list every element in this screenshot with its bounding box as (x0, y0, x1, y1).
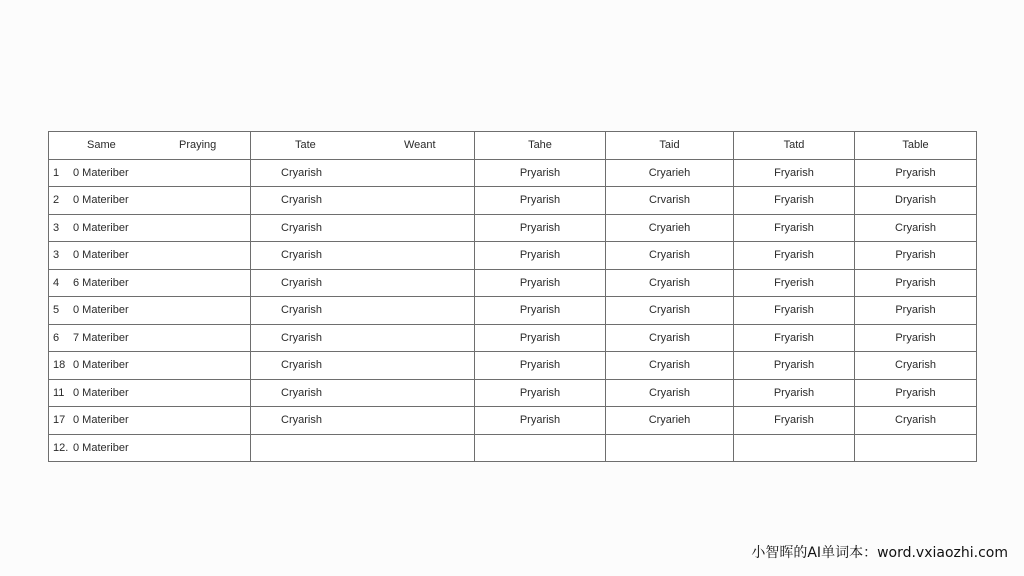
cell-col2 (251, 434, 475, 462)
cell-c6: Pryarish (855, 297, 977, 325)
table-row (49, 297, 977, 325)
cell-c3: Pryarish (475, 297, 606, 325)
cell-col2-value: Cryarish (281, 359, 322, 372)
row-label: 0 Materiber (73, 249, 129, 262)
cell-c6: Dryarish (855, 187, 977, 215)
cell-c6: Pryarish (855, 269, 977, 297)
header-tate: Tate (295, 139, 316, 152)
table-row (49, 242, 977, 270)
cell-c3: Pryarish (475, 324, 606, 352)
cell-col2 (251, 187, 475, 215)
row-label: 0 Materiber (73, 441, 129, 454)
data-table-container (48, 131, 976, 461)
table-row (49, 407, 977, 435)
cell-c5: Fryarish (734, 214, 855, 242)
header-weant: Weant (404, 139, 436, 152)
cell-c4: Cryarish (606, 324, 734, 352)
cell-c4: Cryarish (606, 242, 734, 270)
cell-c6: Pryarish (855, 242, 977, 270)
row-label: 6 Materiber (73, 276, 129, 289)
row-label: 0 Materiber (73, 386, 129, 399)
table-row (49, 214, 977, 242)
cell-c4: Cryarish (606, 379, 734, 407)
cell-col2 (251, 297, 475, 325)
cell-col2 (251, 214, 475, 242)
table-row (49, 352, 977, 380)
header-tahe: Tahe (475, 132, 606, 160)
row-number: 12. (53, 441, 69, 454)
cell-col2-value: Cryarish (281, 194, 322, 207)
row-label: 0 Materiber (73, 359, 129, 372)
cell-col2 (251, 407, 475, 435)
cell-col2-value: Cryarish (281, 249, 322, 262)
row-label-cell (49, 324, 251, 352)
cell-c3: Pryarish (475, 159, 606, 187)
row-label-cell (49, 379, 251, 407)
cell-c4: Cryarish (606, 269, 734, 297)
row-label: 7 Materiber (73, 331, 129, 344)
header-same: Same (87, 139, 116, 152)
cell-col2-value: Cryarish (281, 386, 322, 399)
cell-c4: Cryarish (606, 352, 734, 380)
table-header-row (49, 132, 977, 160)
cell-c5: Pryarish (734, 352, 855, 380)
cell-c3: Pryarish (475, 214, 606, 242)
row-label: 0 Materiber (73, 304, 129, 317)
row-number: 18 (53, 359, 66, 372)
row-label-cell (49, 159, 251, 187)
row-number: 3 (53, 249, 60, 262)
row-number: 4 (53, 276, 60, 289)
cell-c5: Fryarish (734, 324, 855, 352)
table-row (49, 187, 977, 215)
cell-c3: Pryarish (475, 407, 606, 435)
data-table (48, 131, 977, 462)
cell-c4: Cryarieh (606, 214, 734, 242)
row-label-cell (49, 434, 251, 462)
cell-c5: Fryerish (734, 269, 855, 297)
cell-c6: Cryarish (855, 352, 977, 380)
row-label-cell (49, 297, 251, 325)
cell-col2 (251, 159, 475, 187)
cell-c3: Pryarish (475, 379, 606, 407)
cell-col2-value: Cryarish (281, 304, 322, 317)
cell-c5: Fryarish (734, 159, 855, 187)
cell-col2-value: Cryarish (281, 276, 322, 289)
cell-col2-value: Cryarish (281, 221, 322, 234)
row-label-cell (49, 407, 251, 435)
cell-c5: Fryarish (734, 242, 855, 270)
header-taid: Taid (606, 132, 734, 160)
row-label-cell (49, 214, 251, 242)
cell-col2-value: Cryarish (281, 331, 322, 344)
cell-c4: Crvarish (606, 187, 734, 215)
cell-c3: Pryarish (475, 187, 606, 215)
row-number: 3 (53, 221, 60, 234)
cell-c3: Pryarish (475, 352, 606, 380)
header-cell-2 (251, 132, 475, 160)
footer-watermark: 小智晖的AI单词本：word.vxiaozhi.com (751, 545, 1008, 561)
header-table: Table (855, 132, 977, 160)
table-row (49, 269, 977, 297)
row-number: 2 (53, 194, 60, 207)
cell-c4 (606, 434, 734, 462)
cell-c5: Fryarish (734, 407, 855, 435)
cell-c5: Fryarish (734, 187, 855, 215)
cell-c3: Pryarish (475, 269, 606, 297)
row-label-cell (49, 352, 251, 380)
cell-col2-value: Cryarish (281, 166, 322, 179)
cell-c6: Cryarish (855, 407, 977, 435)
cell-c6: Cryarish (855, 214, 977, 242)
cell-c6: Pryarish (855, 379, 977, 407)
row-label-cell (49, 269, 251, 297)
cell-c5: Pryarish (734, 379, 855, 407)
row-label: 0 Materiber (73, 414, 129, 427)
row-number: 1 (53, 166, 60, 179)
table-row (49, 324, 977, 352)
cell-c4: Cryarish (606, 297, 734, 325)
row-number: 17 (53, 414, 66, 427)
row-label-cell (49, 242, 251, 270)
cell-c4: Cryarieh (606, 159, 734, 187)
table-body (49, 159, 977, 462)
row-label: 0 Materiber (73, 194, 129, 207)
cell-col2-value: Cryarish (281, 414, 322, 427)
row-label: 0 Materiber (73, 221, 129, 234)
header-tatd: Tatd (734, 132, 855, 160)
table-row (49, 379, 977, 407)
table-row (49, 159, 977, 187)
cell-col2 (251, 242, 475, 270)
cell-col2 (251, 269, 475, 297)
cell-c6: Pryarish (855, 159, 977, 187)
header-praying: Praying (179, 139, 217, 152)
row-label-cell (49, 187, 251, 215)
cell-c6: Pryarish (855, 324, 977, 352)
cell-c3: Pryarish (475, 242, 606, 270)
cell-c4: Cryarieh (606, 407, 734, 435)
cell-c5: Fryarish (734, 297, 855, 325)
table-row (49, 434, 977, 462)
cell-col2 (251, 352, 475, 380)
cell-col2 (251, 379, 475, 407)
cell-c6 (855, 434, 977, 462)
row-label: 0 Materiber (73, 166, 129, 179)
row-number: 5 (53, 304, 60, 317)
cell-c3 (475, 434, 606, 462)
cell-c5 (734, 434, 855, 462)
row-number: 6 (53, 331, 60, 344)
header-cell-1 (49, 132, 251, 160)
cell-col2 (251, 324, 475, 352)
row-number: 11 (53, 386, 65, 399)
